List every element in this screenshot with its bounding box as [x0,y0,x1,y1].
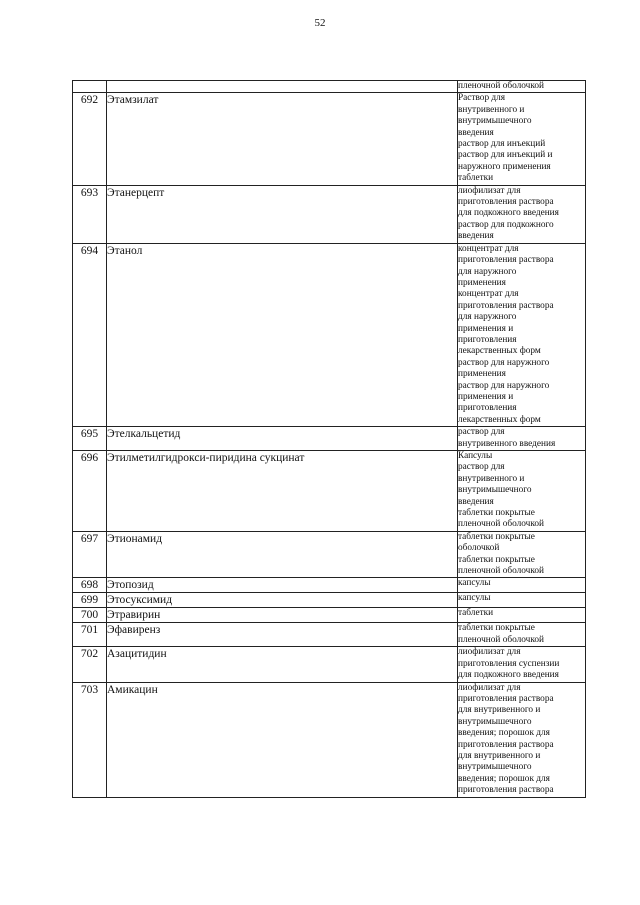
row-number-cell: 694 [73,243,107,427]
row-number-cell: 698 [73,578,107,593]
row-number-cell: 692 [73,93,107,185]
table-row [73,578,586,593]
table-row [73,647,586,682]
drug-name-cell: Этосуксимид [107,593,458,608]
medicines-table [72,80,586,798]
table-row [73,623,586,647]
dosage-forms-cell: капсулы [458,593,586,608]
dosage-forms-cell: раствор для внутривенного введения [458,427,586,451]
dosage-forms-cell: концентрат для приготовления раствора для наружного применения концентрат для приготовления раствора для наружного применения и приготовления лекарственных форм раствор для наружного применения раствор для наружного применения и приготовления лекарственных форм [458,243,586,427]
dosage-forms-cell: лиофилизат для приготовления раствора для подкожного введения раствор для подкожного введения [458,185,586,243]
dosage-forms-cell: Капсулы раствор для внутривенного и внутримышечного введения таблетки покрытые пленочной оболочкой [458,451,586,532]
drug-name-cell [107,81,458,93]
table-row [73,531,586,578]
dosage-forms-cell: Раствор для внутривенного и внутримышечного введения раствор для инъекций раствор для инъекций и наружного применения таблетки [458,93,586,185]
row-number-cell: 701 [73,623,107,647]
drug-name-cell: Этравирин [107,608,458,623]
dosage-forms-cell: капсулы [458,578,586,593]
drug-name-cell: Этамзилат [107,93,458,185]
row-number-cell: 699 [73,593,107,608]
page-number: 52 [314,17,326,29]
row-number-cell: 693 [73,185,107,243]
table-row [73,593,586,608]
row-number-cell: 696 [73,451,107,532]
dosage-forms-cell: таблетки покрытые оболочкой таблетки покрытые пленочной оболочкой [458,531,586,578]
table-row [73,81,586,93]
drug-name-cell: Азацитидин [107,647,458,682]
table-row [73,608,586,623]
drug-name-cell: Этилметилгидрокси-пиридина сукцинат [107,451,458,532]
table-row [73,243,586,427]
drug-name-cell: Амикацин [107,682,458,797]
medicines-table-body [73,81,586,798]
table-row [73,93,586,185]
drug-name-cell: Этанол [107,243,458,427]
table-row [73,451,586,532]
drug-name-cell: Этопозид [107,578,458,593]
dosage-forms-cell: лиофилизат для приготовления раствора для внутривенного и внутримышечного введения; порошок для приготовления раствора для внутривенного и внутримышечного введения; порошок для приготовления раствора [458,682,586,797]
dosage-forms-cell: таблетки покрытые пленочной оболочкой [458,623,586,647]
drug-name-cell: Эфавиренз [107,623,458,647]
row-number-cell [73,81,107,93]
row-number-cell: 697 [73,531,107,578]
drug-name-cell: Этелкальцетид [107,427,458,451]
row-number-cell: 702 [73,647,107,682]
drug-name-cell: Этионамид [107,531,458,578]
table-row [73,682,586,797]
row-number-cell: 703 [73,682,107,797]
row-number-cell: 695 [73,427,107,451]
table-row [73,427,586,451]
dosage-forms-cell: пленочной оболочкой [458,81,586,93]
row-number-cell: 700 [73,608,107,623]
drug-name-cell: Этанерцепт [107,185,458,243]
dosage-forms-cell: лиофилизат для приготовления суспензии для подкожного введения [458,647,586,682]
table-row [73,185,586,243]
dosage-forms-cell: таблетки [458,608,586,623]
